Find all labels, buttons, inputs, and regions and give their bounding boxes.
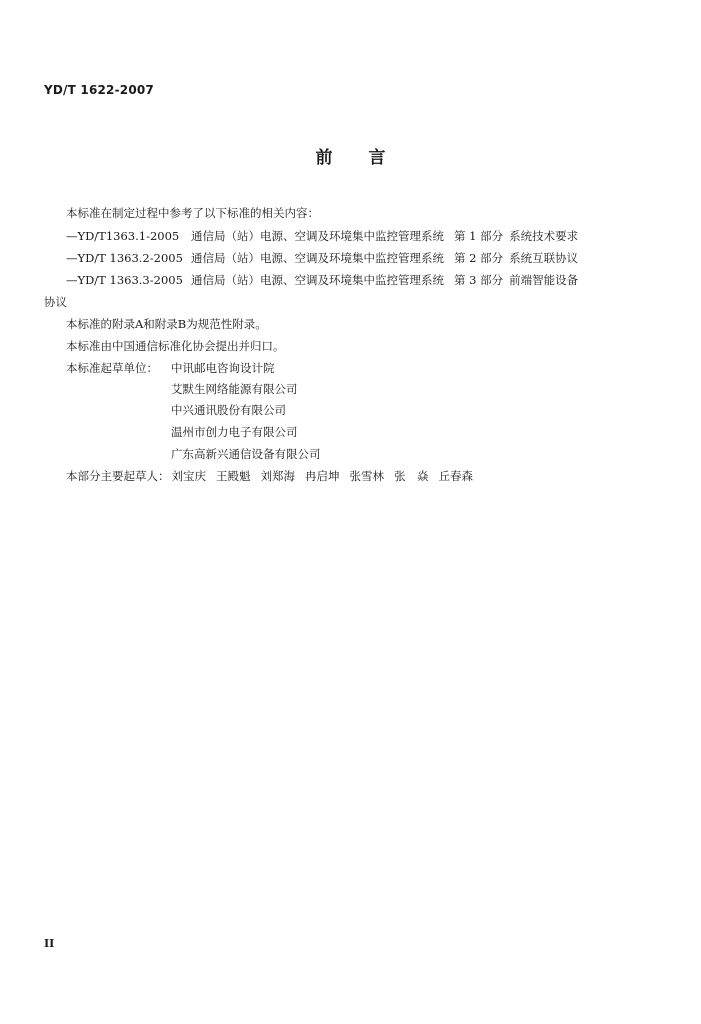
drafting-unit-5: 广东高新兴通信设备有限公司: [171, 447, 321, 461]
reference-name: 通信局（站）电源、空调及环境集中监控管理系统: [191, 229, 444, 243]
drafting-units-label: 本标准起草单位：: [66, 361, 158, 375]
drafters-line: [66, 468, 483, 484]
reference-part: 第 2 部分: [454, 251, 504, 265]
reference-line-3: [66, 272, 626, 288]
drafter-name: 王殿魁: [216, 469, 251, 483]
reference-code: —YD/T 1363.3-2005: [66, 273, 183, 287]
drafter-name: 丘春森: [438, 469, 473, 483]
appendix-note: 本标准的附录A和附录B为规范性附录。: [66, 317, 267, 331]
page-number: II: [44, 937, 55, 950]
drafter-name: 刘宝庆: [171, 469, 206, 483]
reference-part-title: 前端智能设备: [509, 273, 579, 287]
title-char-2: 言: [368, 148, 386, 168]
reference-part: 第 3 部分: [454, 273, 504, 287]
drafter-name: 冉启坤: [305, 469, 340, 483]
reference-part: 第 1 部分: [454, 229, 504, 243]
drafter-name: 张 焱: [394, 469, 429, 483]
proposer-note: 本标准由中国通信标准化协会提出并归口。: [66, 339, 285, 353]
intro-paragraph: 本标准在制定过程中参考了以下标准的相关内容：: [66, 206, 319, 220]
title-char-1: 前: [315, 148, 333, 168]
reference-line-2: [66, 250, 626, 266]
drafting-unit-1: 中讯邮电咨询设计院: [171, 361, 275, 375]
drafting-unit-2: 艾默生网络能源有限公司: [171, 382, 298, 396]
reference-line-1: [66, 228, 626, 244]
drafters-label: 本部分主要起草人：: [66, 469, 170, 483]
reference-name: 通信局（站）电源、空调及环境集中监控管理系统: [191, 273, 444, 287]
reference-part-title: 系统技术要求: [509, 229, 579, 243]
drafter-name: 张雪林: [349, 469, 384, 483]
page-title: [0, 143, 701, 168]
reference-name: 通信局（站）电源、空调及环境集中监控管理系统: [191, 251, 444, 265]
document-code: YD/T 1622-2007: [44, 83, 154, 97]
drafter-name: 刘郑海: [260, 469, 295, 483]
reference-code: —YD/T 1363.2-2005: [66, 251, 183, 265]
reference-3-continuation: 协议: [44, 295, 67, 309]
drafting-unit-4: 温州市创力电子有限公司: [171, 425, 298, 439]
reference-code: —YD/T1363.1-2005: [66, 229, 180, 243]
drafting-unit-3: 中兴通讯股份有限公司: [171, 403, 286, 417]
reference-part-title: 系统互联协议: [509, 251, 579, 265]
